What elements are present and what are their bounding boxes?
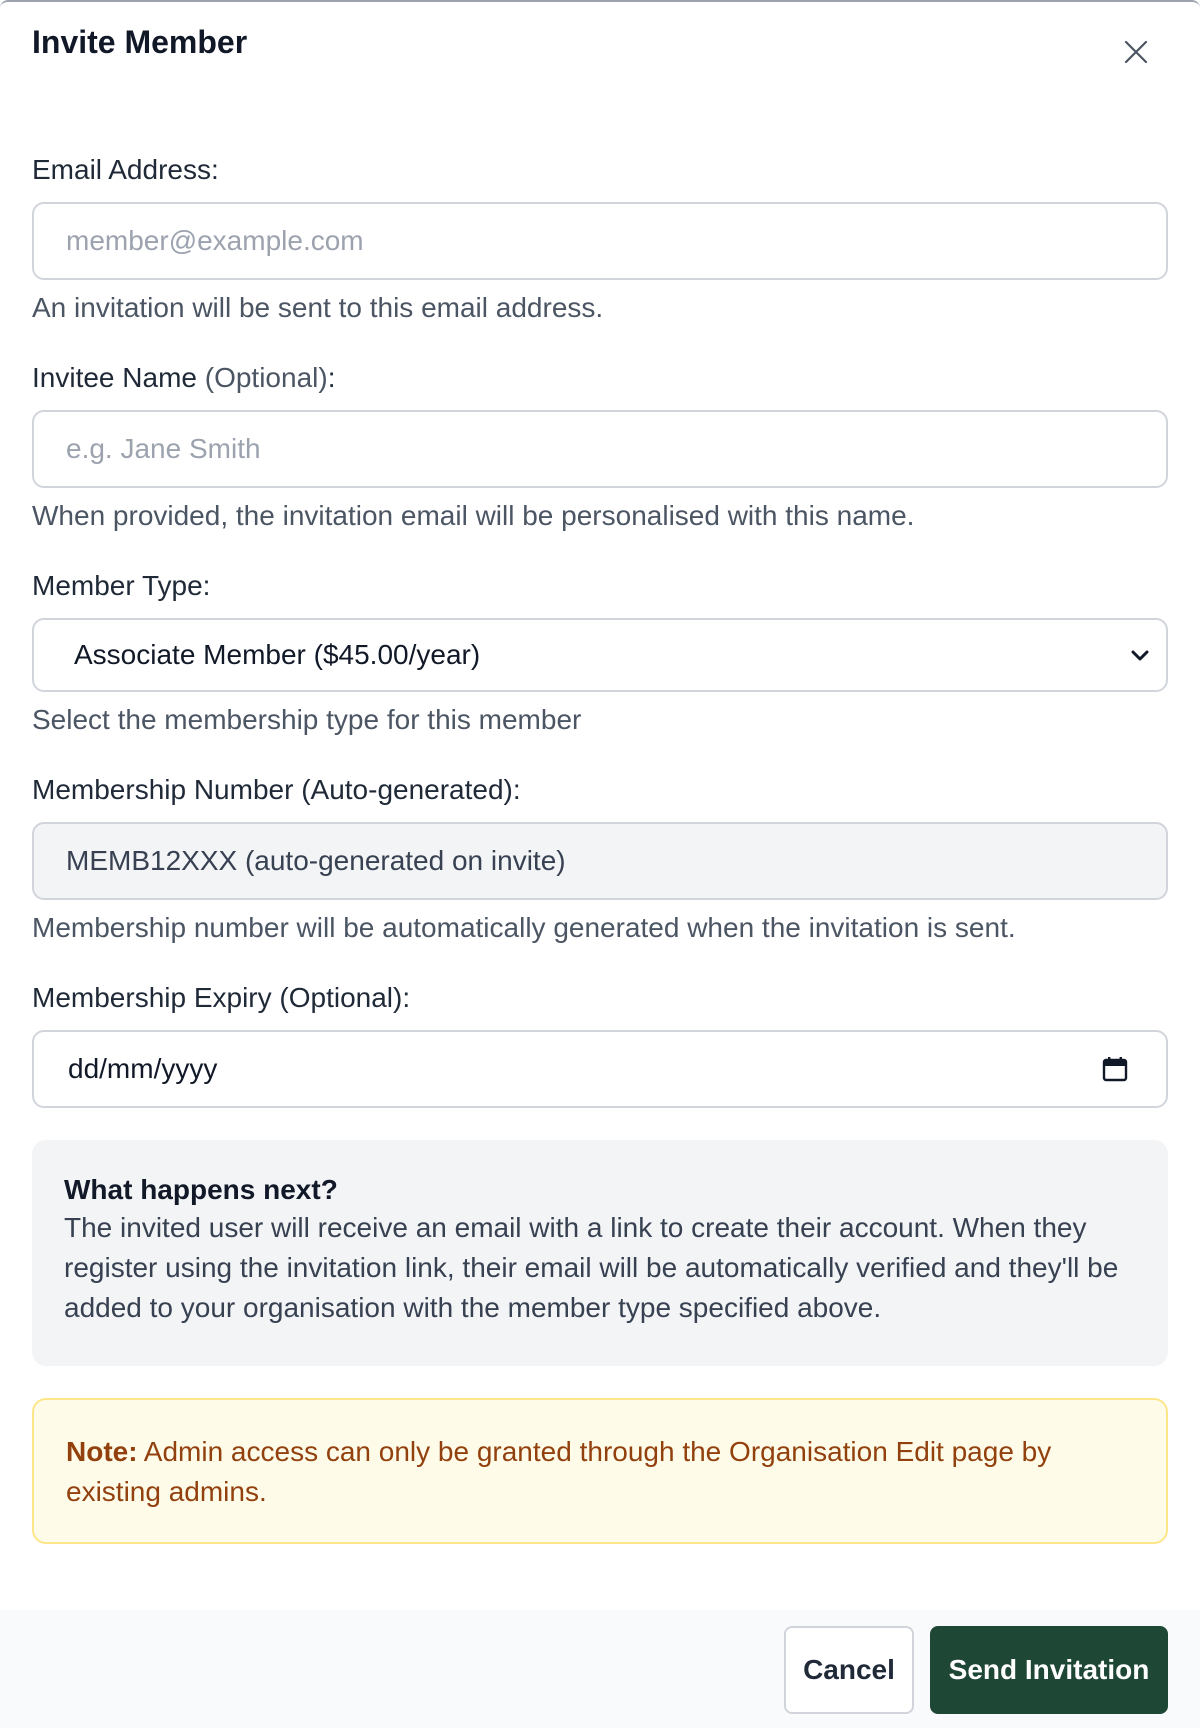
note-text: Admin access can only be granted through the Organisation Edit page by existing admins. <box>66 1436 1052 1507</box>
email-input[interactable] <box>32 202 1168 280</box>
invitee-name-label-colon: : <box>327 362 336 393</box>
dialog-header <box>32 22 1168 82</box>
info-text: The invited user will receive an email with a link to create their account. When they register using the invitation link, their email will be automatically verified and they'll be added to your organisation with the member type specified above. <box>64 1212 1119 1323</box>
date-placeholder: dd/mm/yyyy <box>68 1053 218 1084</box>
invitee-name-help-text: When provided, the invitation email will be personalised with this name. <box>32 500 915 531</box>
what-happens-next-box <box>32 1140 1168 1366</box>
invitee-name-label-text: Invitee Name <box>32 362 197 393</box>
member-type-label: Member Type: <box>32 570 211 601</box>
send-invitation-button[interactable]: Send Invitation <box>930 1626 1168 1714</box>
admin-note-box <box>32 1398 1168 1544</box>
calendar-icon[interactable] <box>1102 1056 1128 1082</box>
info-title: What happens next? <box>64 1174 338 1205</box>
note-label: Note: <box>66 1436 138 1467</box>
membership-expiry-label: Membership Expiry (Optional): <box>32 982 411 1013</box>
member-type-help-text: Select the membership type for this member <box>32 704 582 735</box>
membership-number-label: Membership Number (Auto-generated): <box>32 774 521 805</box>
member-type-select[interactable] <box>32 618 1168 692</box>
email-label: Email Address: <box>32 154 219 185</box>
membership-expiry-date-input[interactable] <box>32 1030 1168 1108</box>
cancel-button[interactable]: Cancel <box>784 1626 914 1714</box>
membership-number-help-text: Membership number will be automatically generated when the invitation is sent. <box>32 912 1016 943</box>
chevron-down-icon <box>1128 644 1152 668</box>
invitee-name-label <box>32 360 1168 396</box>
member-type-selected-value: Associate Member ($45.00/year) <box>74 639 481 670</box>
close-button[interactable] <box>1114 30 1158 74</box>
dialog-footer <box>0 1610 1200 1728</box>
optional-tag: (Optional) <box>204 362 328 393</box>
close-icon <box>1123 39 1149 65</box>
dialog-title: Invite Member <box>32 24 248 60</box>
dialog-body <box>32 152 1168 1544</box>
invitee-name-input[interactable] <box>32 410 1168 488</box>
email-help-text: An invitation will be sent to this email address. <box>32 292 604 323</box>
membership-number-field <box>32 822 1168 900</box>
